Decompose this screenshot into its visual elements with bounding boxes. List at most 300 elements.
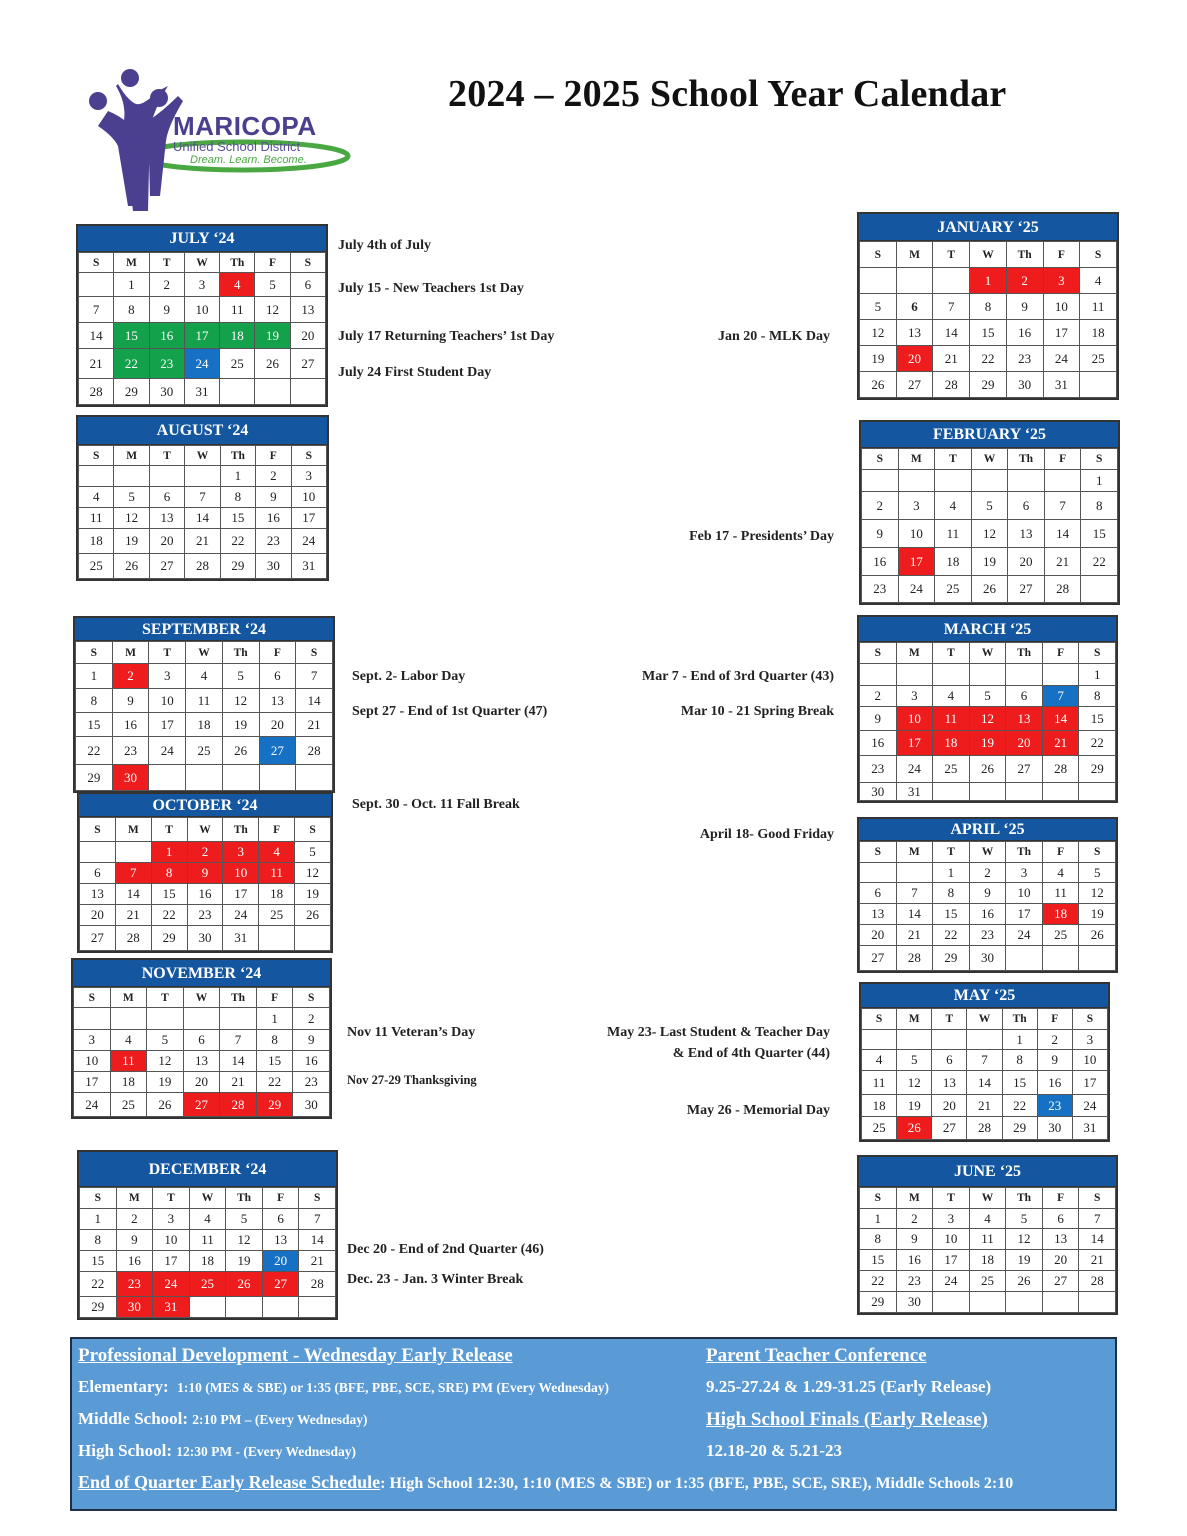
day-cell: 6 bbox=[149, 487, 184, 508]
logo-name: MARICOPA bbox=[173, 111, 317, 141]
calendar-november bbox=[71, 958, 332, 1119]
day-cell: 10 bbox=[898, 520, 935, 548]
calendar-september bbox=[73, 616, 335, 793]
weekday-header: S bbox=[860, 643, 897, 664]
day-cell: 25 bbox=[1042, 925, 1079, 946]
day-cell: 6 bbox=[262, 1209, 299, 1230]
weekday-header: Th bbox=[220, 446, 255, 466]
note-july-24: July 24 First Student Day bbox=[338, 365, 492, 380]
day-cell: 5 bbox=[147, 1030, 184, 1051]
note-july-17: July 17 Returning Teachers’ 1st Day bbox=[338, 329, 555, 344]
day-cell: 22 bbox=[220, 529, 255, 554]
day-cell: 8 bbox=[933, 883, 970, 904]
empty-day-cell bbox=[1079, 783, 1116, 801]
day-cell: 8 bbox=[860, 1229, 897, 1250]
day-cell: 12 bbox=[114, 508, 149, 529]
finals-heading: High School Finals (Early Release) bbox=[706, 1409, 988, 1430]
day-cell: 18 bbox=[79, 529, 114, 554]
weekday-header: F bbox=[1042, 1188, 1079, 1209]
day-cell: 25 bbox=[1080, 346, 1117, 372]
day-cell: 17 bbox=[933, 1250, 970, 1271]
day-cell: 25 bbox=[862, 1117, 897, 1140]
calendar-december bbox=[77, 1150, 338, 1320]
day-cell: 10 bbox=[184, 297, 219, 323]
day-cell: 7 bbox=[1044, 492, 1081, 520]
month-title: AUGUST ‘24 bbox=[78, 417, 327, 445]
day-cell: 24 bbox=[1043, 346, 1080, 372]
day-cell: 23 bbox=[116, 1272, 153, 1297]
weekday-header: S bbox=[1079, 643, 1116, 664]
month-title: NOVEMBER ‘24 bbox=[73, 960, 330, 987]
day-cell: 8 bbox=[256, 1030, 293, 1051]
calendar-grid bbox=[75, 641, 333, 791]
day-cell: 17 bbox=[1043, 320, 1080, 346]
note-feb-17: Feb 17 - Presidents’ Day bbox=[689, 529, 834, 544]
weekday-header: W bbox=[186, 642, 223, 664]
day-cell: 28 bbox=[296, 737, 333, 765]
empty-day-cell bbox=[296, 765, 333, 791]
day-cell: 30 bbox=[112, 765, 149, 791]
day-cell: 19 bbox=[1079, 904, 1116, 925]
day-cell: 8 bbox=[76, 689, 113, 713]
day-cell: 27 bbox=[860, 946, 897, 971]
calendar-march bbox=[857, 615, 1118, 803]
finals-dates: 12.18-20 & 5.21-23 bbox=[706, 1441, 842, 1460]
day-cell: 23 bbox=[1037, 1095, 1072, 1117]
day-cell: 20 bbox=[896, 346, 933, 372]
day-cell: 19 bbox=[255, 323, 290, 349]
day-cell: 14 bbox=[933, 320, 970, 346]
day-cell: 29 bbox=[1002, 1117, 1037, 1140]
day-cell: 21 bbox=[967, 1095, 1002, 1117]
day-cell: 5 bbox=[1079, 863, 1116, 883]
empty-day-cell bbox=[149, 765, 186, 791]
weekday-header: S bbox=[860, 242, 897, 268]
day-cell: 23 bbox=[187, 905, 223, 926]
empty-day-cell bbox=[967, 1030, 1002, 1050]
empty-day-cell bbox=[860, 664, 897, 686]
empty-day-cell bbox=[222, 765, 259, 791]
day-cell: 21 bbox=[79, 349, 114, 379]
day-cell: 19 bbox=[860, 346, 897, 372]
day-cell: 29 bbox=[970, 372, 1007, 398]
day-cell: 20 bbox=[262, 1251, 299, 1272]
empty-day-cell bbox=[262, 1297, 299, 1318]
day-cell: 13 bbox=[860, 904, 897, 925]
weekday-header: S bbox=[1080, 242, 1117, 268]
empty-day-cell bbox=[115, 842, 151, 863]
weekday-header: W bbox=[187, 818, 223, 842]
day-cell: 2 bbox=[1006, 268, 1043, 294]
day-cell: 23 bbox=[862, 576, 899, 603]
month-title: SEPTEMBER ‘24 bbox=[75, 618, 333, 641]
day-cell: 27 bbox=[80, 926, 116, 951]
day-cell: 30 bbox=[860, 783, 897, 801]
calendar-february bbox=[859, 420, 1120, 605]
day-cell: 7 bbox=[967, 1050, 1002, 1071]
empty-day-cell bbox=[969, 783, 1006, 801]
empty-day-cell bbox=[147, 1008, 184, 1030]
day-cell: 2 bbox=[112, 664, 149, 689]
day-cell: 5 bbox=[971, 492, 1008, 520]
day-cell: 15 bbox=[80, 1251, 117, 1272]
empty-day-cell bbox=[259, 765, 296, 791]
day-cell: 30 bbox=[116, 1297, 153, 1318]
empty-day-cell bbox=[898, 470, 935, 492]
empty-day-cell bbox=[255, 379, 290, 405]
day-cell: 17 bbox=[291, 508, 326, 529]
day-cell: 21 bbox=[933, 346, 970, 372]
day-cell: 19 bbox=[295, 884, 331, 905]
day-cell: 22 bbox=[1002, 1095, 1037, 1117]
empty-day-cell bbox=[933, 268, 970, 294]
weekday-header: W bbox=[971, 449, 1008, 470]
day-cell: 15 bbox=[1079, 707, 1116, 731]
day-cell: 11 bbox=[110, 1051, 147, 1072]
day-cell: 6 bbox=[860, 883, 897, 904]
note-fall-break: Sept. 30 - Oct. 11 Fall Break bbox=[352, 797, 520, 812]
day-cell: 31 bbox=[291, 554, 326, 579]
day-cell: 22 bbox=[76, 737, 113, 765]
day-cell: 31 bbox=[1043, 372, 1080, 398]
day-cell: 6 bbox=[896, 294, 933, 320]
day-cell: 14 bbox=[185, 508, 220, 529]
day-cell: 7 bbox=[896, 883, 933, 904]
day-cell: 12 bbox=[226, 1230, 263, 1251]
day-cell: 30 bbox=[1037, 1117, 1072, 1140]
day-cell: 29 bbox=[151, 926, 187, 951]
note-july-4: July 4th of July bbox=[338, 238, 431, 253]
day-cell: 13 bbox=[183, 1051, 220, 1072]
day-cell: 16 bbox=[1006, 320, 1043, 346]
day-cell: 20 bbox=[860, 925, 897, 946]
weekday-header: S bbox=[80, 818, 116, 842]
weekday-header: F bbox=[259, 642, 296, 664]
empty-day-cell bbox=[259, 926, 295, 951]
day-cell: 16 bbox=[860, 731, 897, 756]
day-cell: 26 bbox=[147, 1093, 184, 1117]
day-cell: 13 bbox=[1006, 707, 1043, 731]
day-cell: 24 bbox=[896, 756, 933, 783]
day-cell: 31 bbox=[184, 379, 219, 405]
weekday-header: T bbox=[935, 449, 972, 470]
weekday-header: M bbox=[112, 642, 149, 664]
day-cell: 10 bbox=[1006, 883, 1043, 904]
empty-day-cell bbox=[1042, 664, 1079, 686]
empty-day-cell bbox=[79, 466, 114, 487]
empty-day-cell bbox=[1006, 783, 1043, 801]
month-title: JUNE ‘25 bbox=[859, 1157, 1116, 1187]
weekday-header: S bbox=[295, 818, 331, 842]
note-sep-2: Sept. 2- Labor Day bbox=[352, 669, 466, 684]
weekday-header: S bbox=[860, 1188, 897, 1209]
day-cell: 30 bbox=[149, 379, 184, 405]
day-cell: 5 bbox=[295, 842, 331, 863]
day-cell: 18 bbox=[1042, 904, 1079, 925]
empty-day-cell bbox=[971, 470, 1008, 492]
empty-day-cell bbox=[80, 842, 116, 863]
day-cell: 3 bbox=[74, 1030, 111, 1051]
day-cell: 22 bbox=[114, 349, 149, 379]
empty-day-cell bbox=[1079, 1292, 1116, 1313]
day-cell: 13 bbox=[290, 297, 325, 323]
weekday-header: S bbox=[299, 1188, 336, 1209]
day-cell: 13 bbox=[259, 689, 296, 713]
month-title: DECEMBER ‘24 bbox=[79, 1152, 336, 1187]
ptc-heading: Parent Teacher Conference bbox=[706, 1345, 927, 1366]
day-cell: 23 bbox=[896, 1271, 933, 1292]
day-cell: 4 bbox=[1042, 863, 1079, 883]
day-cell: 15 bbox=[76, 713, 113, 737]
day-cell: 27 bbox=[262, 1272, 299, 1297]
day-cell: 20 bbox=[183, 1072, 220, 1093]
day-cell: 1 bbox=[1081, 470, 1118, 492]
empty-day-cell bbox=[185, 466, 220, 487]
day-cell: 6 bbox=[80, 863, 116, 884]
day-cell: 17 bbox=[149, 713, 186, 737]
day-cell: 6 bbox=[1008, 492, 1045, 520]
day-cell: 10 bbox=[74, 1051, 111, 1072]
calendar-grid bbox=[859, 841, 1116, 971]
day-cell: 3 bbox=[223, 842, 259, 863]
day-cell: 30 bbox=[896, 1292, 933, 1313]
day-cell: 31 bbox=[896, 783, 933, 801]
note-nov-11: Nov 11 Veteran’s Day bbox=[347, 1025, 476, 1040]
weekday-header: M bbox=[110, 988, 147, 1008]
day-cell: 10 bbox=[933, 1229, 970, 1250]
day-cell: 17 bbox=[153, 1251, 190, 1272]
day-cell: 12 bbox=[147, 1051, 184, 1072]
day-cell: 3 bbox=[896, 686, 933, 707]
day-cell: 2 bbox=[116, 1209, 153, 1230]
day-cell: 1 bbox=[76, 664, 113, 689]
day-cell: 24 bbox=[898, 576, 935, 603]
day-cell: 7 bbox=[1042, 686, 1079, 707]
day-cell: 28 bbox=[220, 1093, 257, 1117]
day-cell: 18 bbox=[110, 1072, 147, 1093]
weekday-header: Th bbox=[1006, 842, 1043, 863]
day-cell: 25 bbox=[935, 576, 972, 603]
day-cell: 5 bbox=[897, 1050, 932, 1071]
month-title: MAY ‘25 bbox=[861, 984, 1108, 1008]
day-cell: 18 bbox=[933, 731, 970, 756]
day-cell: 15 bbox=[1002, 1071, 1037, 1095]
calendar-june bbox=[857, 1155, 1118, 1315]
empty-day-cell bbox=[1042, 1292, 1079, 1313]
weekday-header: M bbox=[898, 449, 935, 470]
day-cell: 16 bbox=[116, 1251, 153, 1272]
day-cell: 24 bbox=[149, 737, 186, 765]
day-cell: 11 bbox=[186, 689, 223, 713]
day-cell: 15 bbox=[1081, 520, 1118, 548]
day-cell: 3 bbox=[1006, 863, 1043, 883]
day-cell: 27 bbox=[149, 554, 184, 579]
weekday-header: S bbox=[74, 988, 111, 1008]
day-cell: 16 bbox=[1037, 1071, 1072, 1095]
day-cell: 7 bbox=[79, 297, 114, 323]
day-cell: 9 bbox=[1037, 1050, 1072, 1071]
day-cell: 17 bbox=[223, 884, 259, 905]
day-cell: 8 bbox=[1079, 686, 1116, 707]
day-cell: 11 bbox=[189, 1230, 226, 1251]
day-cell: 20 bbox=[1008, 548, 1045, 576]
weekday-header: S bbox=[1072, 1009, 1107, 1030]
day-cell: 6 bbox=[932, 1050, 967, 1071]
calendar-january bbox=[857, 212, 1119, 400]
day-cell: 22 bbox=[1079, 731, 1116, 756]
day-cell: 2 bbox=[860, 686, 897, 707]
day-cell: 3 bbox=[153, 1209, 190, 1230]
note-mar-7: Mar 7 - End of 3rd Quarter (43) bbox=[642, 669, 834, 684]
weekday-header: W bbox=[189, 1188, 226, 1209]
weekday-header: T bbox=[933, 242, 970, 268]
calendar-grid bbox=[859, 241, 1117, 398]
month-title: JULY ‘24 bbox=[78, 226, 326, 252]
day-cell: 1 bbox=[970, 268, 1007, 294]
elementary-schedule: Elementary: 1:10 (MES & SBE) or 1:35 (BFE, PBE, SCE, SRE) PM (Every Wednesday) bbox=[78, 1377, 610, 1396]
day-cell: 3 bbox=[933, 1209, 970, 1229]
day-cell: 19 bbox=[1006, 1250, 1043, 1271]
empty-day-cell bbox=[220, 1008, 257, 1030]
day-cell: 3 bbox=[1043, 268, 1080, 294]
day-cell: 14 bbox=[220, 1051, 257, 1072]
calendar-grid bbox=[79, 1187, 336, 1318]
day-cell: 7 bbox=[933, 294, 970, 320]
calendar-august bbox=[76, 415, 329, 581]
day-cell: 28 bbox=[299, 1272, 336, 1297]
empty-day-cell bbox=[933, 664, 970, 686]
day-cell: 30 bbox=[1006, 372, 1043, 398]
weekday-header: T bbox=[149, 446, 184, 466]
empty-day-cell bbox=[149, 466, 184, 487]
day-cell: 12 bbox=[1006, 1229, 1043, 1250]
weekday-header: Th bbox=[1006, 242, 1043, 268]
day-cell: 18 bbox=[1080, 320, 1117, 346]
day-cell: 22 bbox=[80, 1272, 117, 1297]
day-cell: 1 bbox=[80, 1209, 117, 1230]
district-logo bbox=[78, 66, 358, 216]
day-cell: 19 bbox=[226, 1251, 263, 1272]
note-sep-27: Sept 27 - End of 1st Quarter (47) bbox=[352, 704, 548, 719]
empty-day-cell bbox=[1008, 470, 1045, 492]
weekday-header: T bbox=[149, 642, 186, 664]
day-cell: 30 bbox=[256, 554, 291, 579]
calendar-grid bbox=[859, 642, 1116, 801]
weekday-header: T bbox=[147, 988, 184, 1008]
day-cell: 25 bbox=[110, 1093, 147, 1117]
day-cell: 29 bbox=[256, 1093, 293, 1117]
weekday-header: F bbox=[256, 446, 291, 466]
weekday-header: T bbox=[151, 818, 187, 842]
day-cell: 14 bbox=[79, 323, 114, 349]
day-cell: 28 bbox=[1079, 1271, 1116, 1292]
day-cell: 10 bbox=[896, 707, 933, 731]
day-cell: 19 bbox=[222, 713, 259, 737]
day-cell: 23 bbox=[112, 737, 149, 765]
note-may-26: May 26 - Memorial Day bbox=[686, 1103, 830, 1118]
day-cell: 20 bbox=[259, 713, 296, 737]
day-cell: 28 bbox=[185, 554, 220, 579]
day-cell: 21 bbox=[185, 529, 220, 554]
day-cell: 16 bbox=[896, 1250, 933, 1271]
day-cell: 24 bbox=[153, 1272, 190, 1297]
weekday-header: S bbox=[862, 1009, 897, 1030]
weekday-header: S bbox=[80, 1188, 117, 1209]
day-cell: 13 bbox=[149, 508, 184, 529]
day-cell: 14 bbox=[115, 884, 151, 905]
weekday-header: Th bbox=[223, 818, 259, 842]
day-cell: 24 bbox=[74, 1093, 111, 1117]
day-cell: 4 bbox=[189, 1209, 226, 1230]
day-cell: 29 bbox=[80, 1297, 117, 1318]
day-cell: 31 bbox=[1072, 1117, 1107, 1140]
day-cell: 21 bbox=[296, 713, 333, 737]
day-cell: 8 bbox=[151, 863, 187, 884]
weekday-header: F bbox=[255, 253, 290, 273]
day-cell: 20 bbox=[290, 323, 325, 349]
day-cell: 31 bbox=[153, 1297, 190, 1318]
day-cell: 24 bbox=[1006, 925, 1043, 946]
weekday-header: M bbox=[115, 818, 151, 842]
day-cell: 17 bbox=[896, 731, 933, 756]
day-cell: 24 bbox=[184, 349, 219, 379]
day-cell: 14 bbox=[296, 689, 333, 713]
day-cell: 2 bbox=[187, 842, 223, 863]
day-cell: 7 bbox=[220, 1030, 257, 1051]
day-cell: 29 bbox=[76, 765, 113, 791]
day-cell: 16 bbox=[293, 1051, 330, 1072]
day-cell: 7 bbox=[1079, 1209, 1116, 1229]
day-cell: 9 bbox=[896, 1229, 933, 1250]
day-cell: 5 bbox=[114, 487, 149, 508]
day-cell: 5 bbox=[969, 686, 1006, 707]
weekday-header: T bbox=[932, 1009, 967, 1030]
weekday-header: S bbox=[293, 988, 330, 1008]
day-cell: 30 bbox=[187, 926, 223, 951]
day-cell: 21 bbox=[220, 1072, 257, 1093]
day-cell: 10 bbox=[1072, 1050, 1107, 1071]
day-cell: 22 bbox=[151, 905, 187, 926]
empty-day-cell bbox=[220, 379, 255, 405]
day-cell: 11 bbox=[935, 520, 972, 548]
day-cell: 8 bbox=[114, 297, 149, 323]
weekday-header: F bbox=[262, 1188, 299, 1209]
day-cell: 20 bbox=[932, 1095, 967, 1117]
day-cell: 13 bbox=[896, 320, 933, 346]
day-cell: 16 bbox=[187, 884, 223, 905]
day-cell: 11 bbox=[79, 508, 114, 529]
day-cell: 22 bbox=[1081, 548, 1118, 576]
day-cell: 20 bbox=[1042, 1250, 1079, 1271]
weekday-header: W bbox=[967, 1009, 1002, 1030]
day-cell: 31 bbox=[223, 926, 259, 951]
day-cell: 23 bbox=[256, 529, 291, 554]
day-cell: 11 bbox=[969, 1229, 1006, 1250]
day-cell: 10 bbox=[1043, 294, 1080, 320]
note-jan-20: Jan 20 - MLK Day bbox=[718, 329, 830, 344]
calendar-grid bbox=[861, 1008, 1108, 1140]
empty-day-cell bbox=[935, 470, 972, 492]
day-cell: 6 bbox=[290, 273, 325, 297]
calendar-may bbox=[859, 982, 1110, 1142]
day-cell: 8 bbox=[80, 1230, 117, 1251]
weekday-header: F bbox=[259, 818, 295, 842]
note-may-23-b: & End of 4th Quarter (44) bbox=[672, 1046, 830, 1061]
month-title: FEBRUARY ‘25 bbox=[861, 422, 1118, 448]
day-cell: 20 bbox=[1006, 731, 1043, 756]
weekday-header: M bbox=[896, 643, 933, 664]
note-july-15: July 15 - New Teachers 1st Day bbox=[338, 281, 524, 296]
